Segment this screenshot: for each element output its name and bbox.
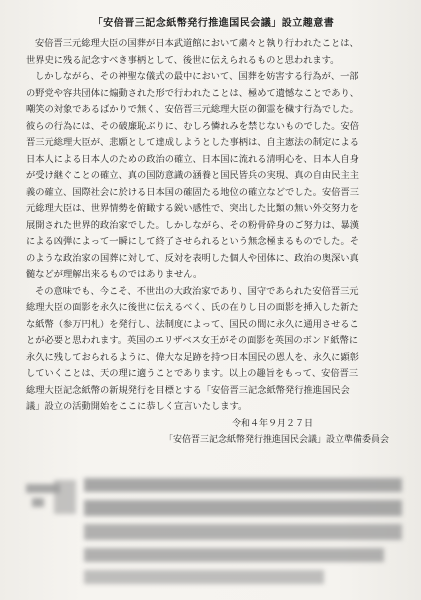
body-line: しかしながら、その神聖な儀式の最中において、国葬を妨害する行為が、一部 <box>35 71 359 82</box>
body-line: していくことは、天の理に適うことであります。以上の趣旨をもって、安倍晋三 <box>26 368 359 379</box>
body-line: の野党や容共団体に煽動された形で行われたことは、極めて遺憾なことであり、 <box>26 87 359 99</box>
committee-name: 「安倍晋三記念紙幣発行推進国民会議」設立準備委員会 <box>163 434 389 445</box>
body-line: 元総理大臣は、世界情勢を俯瞰する鋭い感性で、突出した比類の無い外交努力を <box>26 203 359 214</box>
body-line: 議」設立の活動開始をここに恭しく宣言いたします。 <box>26 401 248 412</box>
document-body <box>26 36 401 416</box>
redaction-block <box>84 570 324 584</box>
paragraph-1 <box>26 36 401 69</box>
body-line: が受け継ぐことの確立、真の国防意識の涵養と国民皆兵の実現、真の自由民主主 <box>26 170 359 181</box>
body-line: とが必要と思われます。英国のエリザベス女王がその面影を英国のボンド紙幣に <box>26 335 359 346</box>
body-line: 義の確立、国際社会に於ける日本国の確固たる地位の確立などでした。安倍晋三 <box>26 186 359 198</box>
redaction-block <box>84 524 402 540</box>
issue-date: 令和４年９月２７日 <box>231 418 313 429</box>
redaction-block <box>84 548 384 562</box>
document-title: 「安倍晋三記念紙幣発行推進国民会議」設立趣意書 <box>92 18 335 29</box>
body-line: 晋三元総理大臣が、悲願として達成しようとした事柄は、自主憲法の制定による <box>26 137 359 148</box>
body-line: 嘲笑の対象であるばかりで無く、安倍晋三元総理大臣の御霊を穢す行為でした。 <box>26 104 359 115</box>
body-line: 安倍晋三元総理大臣の国葬が日本武道館において粛々と執り行われたことは、 <box>35 38 359 49</box>
body-line: 総理大臣記念紙幣の新規発行を目標とする「安倍晋三記念紙幣発行推進国民会 <box>26 384 350 396</box>
redaction-block <box>54 480 76 514</box>
body-line: な紙幣（参万円札）を発行し、法制度によって、国民の間に永久に通用させるこ <box>26 318 359 330</box>
body-line: 髄などが理解出来るものではありません。 <box>26 269 203 280</box>
body-line: 総理大臣の面影を永久に後世に伝えるべく、氏の在りし日の面影を挿入した新た <box>26 302 359 313</box>
body-line: 永久に残しておられるように、偉大な足跡を持つ日本国民の恩人を、永久に顕彰 <box>26 351 359 363</box>
redacted-area <box>24 476 406 596</box>
body-line: その意味でも、今こそ、不世出の大政治家であり、国守であられた安倍晋三元 <box>35 285 359 297</box>
body-line: 彼らの行為には、その破廉恥ぶりに、むしろ憐れみを禁じないものでした。安倍 <box>26 120 359 132</box>
signature-block <box>26 416 401 448</box>
body-line: 世界史に残る記念すべき事柄として、後世に伝えられるものと思われます。 <box>26 54 340 66</box>
body-line: のような政治家の国葬に対して、反対を表明した個人や団体に、政治の奥深い真 <box>26 252 359 264</box>
paragraph-2 <box>26 69 401 284</box>
body-line: 展開された世界的政治家でした。しかしながら、その粉骨砕身のご努力は、暴漢 <box>26 219 359 231</box>
redaction-block <box>84 500 402 516</box>
body-line: 日本人による日本人のための政治の確立、日本国に流れる清明心を、日本人自身 <box>26 153 359 165</box>
body-line: による凶弾によって一瞬にして終了させられるという無念極まるものでした。そ <box>26 236 359 247</box>
paragraph-3 <box>26 284 401 416</box>
redaction-block <box>32 498 44 507</box>
redaction-block <box>84 478 402 492</box>
